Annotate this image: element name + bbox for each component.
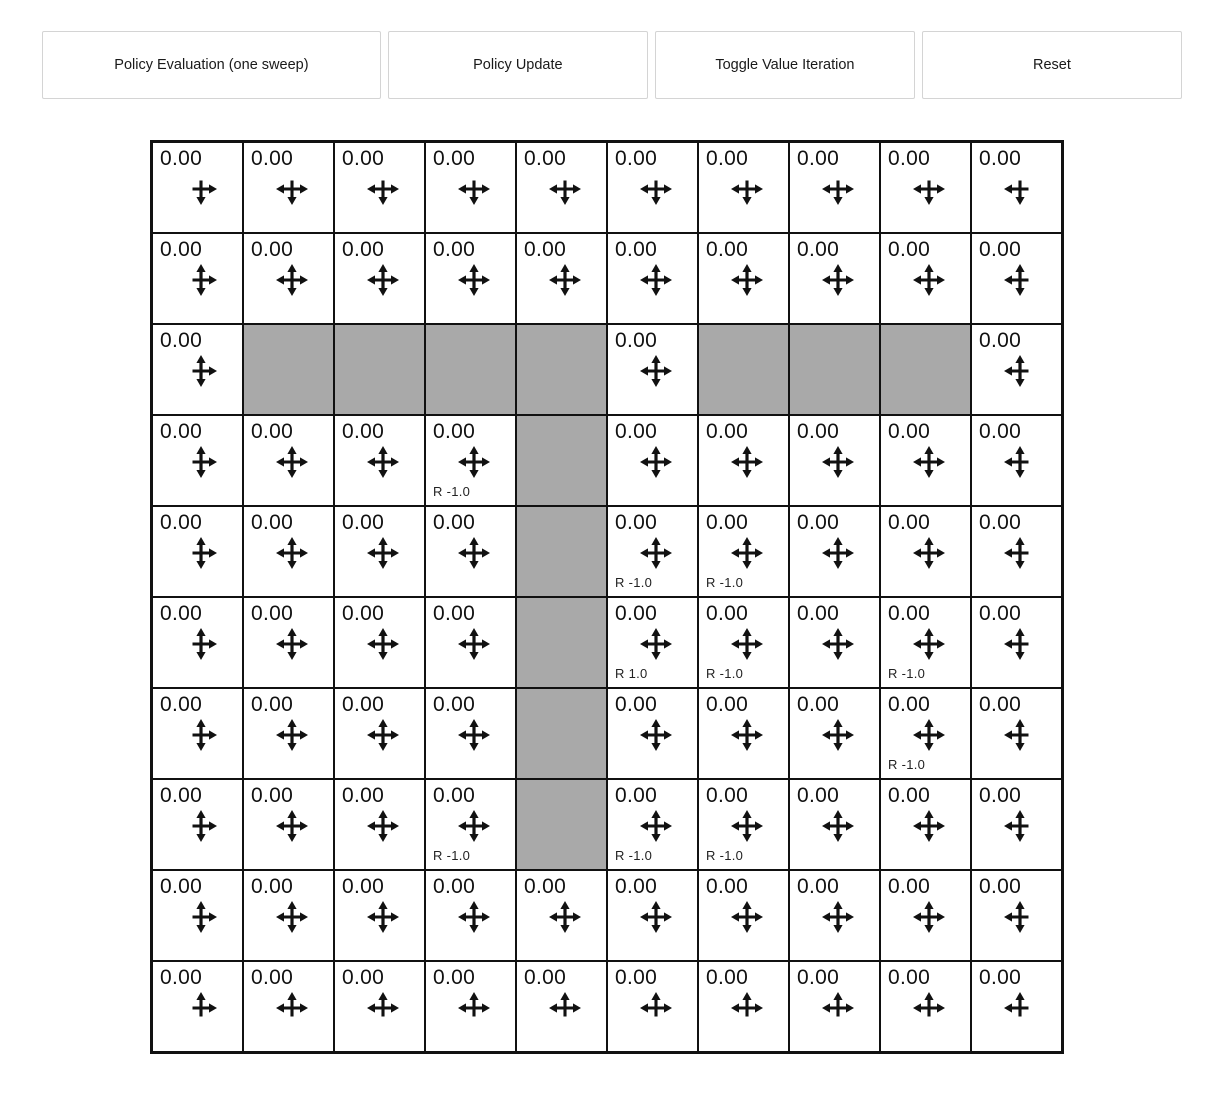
cell-value: 0.00 <box>706 784 749 807</box>
cell-value: 0.00 <box>433 238 476 261</box>
wall-cell <box>880 324 971 415</box>
grid-cell[interactable] <box>698 870 789 961</box>
policy-arrow-icon <box>818 988 858 1028</box>
grid-cell[interactable] <box>334 870 425 961</box>
grid-cell[interactable] <box>152 597 243 688</box>
policy-arrow-icon <box>1000 351 1040 391</box>
cell-value: 0.00 <box>615 147 658 170</box>
grid-cell[interactable] <box>243 961 334 1052</box>
cell-value: 0.00 <box>342 238 385 261</box>
cell-value: 0.00 <box>160 511 203 534</box>
cell-value: 0.00 <box>615 329 658 352</box>
policy-arrow-icon <box>363 533 403 573</box>
cell-value: 0.00 <box>888 147 931 170</box>
policy-arrow-icon <box>1000 624 1040 664</box>
cell-value: 0.00 <box>251 784 294 807</box>
cell-value: 0.00 <box>433 602 476 625</box>
cell-value: 0.00 <box>888 784 931 807</box>
grid-cell[interactable] <box>243 142 334 233</box>
policy-arrow-icon <box>181 260 221 300</box>
cell-value: 0.00 <box>797 238 840 261</box>
policy-arrow-icon <box>636 169 676 209</box>
policy-arrow-icon <box>636 442 676 482</box>
grid-cell[interactable] <box>971 779 1062 870</box>
grid-cell[interactable] <box>425 142 516 233</box>
grid-cell[interactable] <box>698 597 789 688</box>
policy-arrow-icon <box>454 715 494 755</box>
cell-value: 0.00 <box>160 602 203 625</box>
policy-arrow-icon <box>636 260 676 300</box>
cell-value: 0.00 <box>342 966 385 989</box>
grid-cell[interactable] <box>789 961 880 1052</box>
grid-cell[interactable] <box>880 506 971 597</box>
cell-value: 0.00 <box>706 238 749 261</box>
policy-arrow-icon <box>363 988 403 1028</box>
grid-cell[interactable] <box>425 415 516 506</box>
cell-value: 0.00 <box>979 420 1022 443</box>
grid-cell[interactable] <box>334 233 425 324</box>
cell-reward-label: R -1.0 <box>888 757 926 772</box>
policy-arrow-icon <box>545 260 585 300</box>
grid-cell[interactable] <box>425 597 516 688</box>
grid-cell[interactable] <box>425 233 516 324</box>
cell-value: 0.00 <box>979 693 1022 716</box>
policy-evaluation-button[interactable]: Policy Evaluation (one sweep) <box>42 31 381 99</box>
grid-cell[interactable] <box>789 506 880 597</box>
grid-cell[interactable] <box>243 415 334 506</box>
policy-arrow-icon <box>909 806 949 846</box>
policy-arrow-icon <box>1000 533 1040 573</box>
gridworld-board <box>150 140 1064 1054</box>
policy-arrow-icon <box>636 715 676 755</box>
grid-cell[interactable] <box>334 688 425 779</box>
policy-arrow-icon <box>727 806 767 846</box>
policy-arrow-icon <box>909 442 949 482</box>
cell-value: 0.00 <box>433 420 476 443</box>
cell-value: 0.00 <box>706 511 749 534</box>
policy-arrow-icon <box>454 624 494 664</box>
wall-cell <box>516 324 607 415</box>
grid-cell[interactable] <box>516 233 607 324</box>
grid-cell[interactable] <box>698 142 789 233</box>
cell-value: 0.00 <box>979 147 1022 170</box>
cell-value: 0.00 <box>888 238 931 261</box>
cell-value: 0.00 <box>706 875 749 898</box>
policy-arrow-icon <box>909 260 949 300</box>
policy-arrow-icon <box>181 806 221 846</box>
policy-arrow-icon <box>272 442 312 482</box>
policy-arrow-icon <box>272 988 312 1028</box>
grid-cell[interactable] <box>607 142 698 233</box>
grid-cell[interactable] <box>152 415 243 506</box>
policy-arrow-icon <box>181 533 221 573</box>
grid-cell[interactable] <box>607 961 698 1052</box>
cell-value: 0.00 <box>979 329 1022 352</box>
cell-value: 0.00 <box>706 966 749 989</box>
cell-value: 0.00 <box>342 784 385 807</box>
grid-cell[interactable] <box>425 688 516 779</box>
policy-arrow-icon <box>727 442 767 482</box>
policy-arrow-icon <box>1000 806 1040 846</box>
cell-value: 0.00 <box>888 693 931 716</box>
policy-arrow-icon <box>818 624 858 664</box>
grid-cell[interactable] <box>243 779 334 870</box>
policy-arrow-icon <box>181 715 221 755</box>
cell-value: 0.00 <box>160 693 203 716</box>
policy-arrow-icon <box>545 169 585 209</box>
cell-value: 0.00 <box>160 875 203 898</box>
policy-arrow-icon <box>181 897 221 937</box>
grid-cell[interactable] <box>880 142 971 233</box>
policy-arrow-icon <box>636 624 676 664</box>
cell-value: 0.00 <box>706 602 749 625</box>
policy-arrow-icon <box>727 169 767 209</box>
grid-cell[interactable] <box>971 870 1062 961</box>
cell-value: 0.00 <box>160 784 203 807</box>
policy-arrow-icon <box>727 715 767 755</box>
grid-cell[interactable] <box>880 597 971 688</box>
cell-value: 0.00 <box>797 511 840 534</box>
grid-cell[interactable] <box>334 415 425 506</box>
grid-cell[interactable] <box>425 506 516 597</box>
cell-value: 0.00 <box>433 966 476 989</box>
grid-cell[interactable] <box>607 870 698 961</box>
policy-arrow-icon <box>1000 897 1040 937</box>
cell-value: 0.00 <box>615 875 658 898</box>
grid-cell[interactable] <box>789 415 880 506</box>
policy-arrow-icon <box>636 897 676 937</box>
grid-cell[interactable] <box>152 233 243 324</box>
wall-cell <box>243 324 334 415</box>
policy-arrow-icon <box>1000 169 1040 209</box>
cell-value: 0.00 <box>797 147 840 170</box>
cell-reward-label: R -1.0 <box>615 575 653 590</box>
cell-value: 0.00 <box>979 784 1022 807</box>
cell-reward-label: R -1.0 <box>615 848 653 863</box>
cell-value: 0.00 <box>251 602 294 625</box>
grid-cell[interactable] <box>334 597 425 688</box>
policy-arrow-icon <box>272 715 312 755</box>
grid-cell[interactable] <box>152 870 243 961</box>
wall-cell <box>334 324 425 415</box>
policy-arrow-icon <box>909 988 949 1028</box>
grid-cell[interactable] <box>607 233 698 324</box>
cell-value: 0.00 <box>615 238 658 261</box>
cell-reward-label: R -1.0 <box>706 575 744 590</box>
policy-arrow-icon <box>818 715 858 755</box>
policy-arrow-icon <box>272 260 312 300</box>
policy-arrow-icon <box>181 351 221 391</box>
grid-cell[interactable] <box>971 961 1062 1052</box>
grid-cell[interactable] <box>425 870 516 961</box>
cell-reward-label: R -1.0 <box>706 848 744 863</box>
grid-cell[interactable] <box>698 506 789 597</box>
grid-cell[interactable] <box>334 961 425 1052</box>
policy-arrow-icon <box>454 533 494 573</box>
grid-cell[interactable] <box>698 961 789 1052</box>
cell-value: 0.00 <box>342 602 385 625</box>
grid-cell[interactable] <box>243 597 334 688</box>
cell-value: 0.00 <box>797 875 840 898</box>
policy-arrow-icon <box>636 351 676 391</box>
policy-arrow-icon <box>363 169 403 209</box>
cell-value: 0.00 <box>251 875 294 898</box>
policy-arrow-icon <box>636 988 676 1028</box>
grid-cell[interactable] <box>607 506 698 597</box>
cell-value: 0.00 <box>433 147 476 170</box>
cell-value: 0.00 <box>615 602 658 625</box>
grid-cell[interactable] <box>425 779 516 870</box>
cell-value: 0.00 <box>433 875 476 898</box>
policy-arrow-icon <box>454 169 494 209</box>
policy-arrow-icon <box>818 897 858 937</box>
wall-cell <box>516 779 607 870</box>
cell-value: 0.00 <box>342 420 385 443</box>
grid-cell[interactable] <box>334 142 425 233</box>
grid-cell[interactable] <box>607 415 698 506</box>
cell-value: 0.00 <box>979 875 1022 898</box>
grid-cell[interactable] <box>516 870 607 961</box>
grid-cell[interactable] <box>971 688 1062 779</box>
cell-value: 0.00 <box>160 966 203 989</box>
cell-value: 0.00 <box>160 147 203 170</box>
cell-value: 0.00 <box>979 511 1022 534</box>
cell-value: 0.00 <box>888 875 931 898</box>
policy-arrow-icon <box>727 897 767 937</box>
policy-arrow-icon <box>727 624 767 664</box>
grid-cell[interactable] <box>334 779 425 870</box>
cell-value: 0.00 <box>797 602 840 625</box>
cell-value: 0.00 <box>251 420 294 443</box>
cell-value: 0.00 <box>797 693 840 716</box>
wall-cell <box>789 324 880 415</box>
policy-arrow-icon <box>818 442 858 482</box>
policy-arrow-icon <box>909 624 949 664</box>
policy-arrow-icon <box>1000 715 1040 755</box>
policy-arrow-icon <box>363 715 403 755</box>
grid-cell[interactable] <box>698 688 789 779</box>
policy-arrow-icon <box>454 260 494 300</box>
cell-value: 0.00 <box>615 693 658 716</box>
cell-value: 0.00 <box>160 329 203 352</box>
policy-arrow-icon <box>181 988 221 1028</box>
cell-value: 0.00 <box>251 238 294 261</box>
policy-arrow-icon <box>272 897 312 937</box>
wall-cell <box>425 324 516 415</box>
grid-cell[interactable] <box>516 142 607 233</box>
grid-cell[interactable] <box>607 324 698 415</box>
policy-arrow-icon <box>1000 260 1040 300</box>
policy-update-button[interactable]: Policy Update <box>388 31 648 99</box>
policy-arrow-icon <box>181 169 221 209</box>
grid-cell[interactable] <box>698 233 789 324</box>
grid-cell[interactable] <box>789 142 880 233</box>
policy-arrow-icon <box>818 169 858 209</box>
policy-arrow-icon <box>363 442 403 482</box>
policy-arrow-icon <box>636 806 676 846</box>
cell-value: 0.00 <box>615 420 658 443</box>
policy-arrow-icon <box>363 806 403 846</box>
toggle-value-iteration-button[interactable]: Toggle Value Iteration <box>655 31 915 99</box>
grid-cell[interactable] <box>243 233 334 324</box>
wall-cell <box>516 597 607 688</box>
wall-cell <box>516 506 607 597</box>
cell-value: 0.00 <box>524 875 567 898</box>
wall-cell <box>516 688 607 779</box>
cell-value: 0.00 <box>342 875 385 898</box>
grid-cell[interactable] <box>789 688 880 779</box>
cell-value: 0.00 <box>251 693 294 716</box>
policy-arrow-icon <box>636 533 676 573</box>
policy-arrow-icon <box>818 260 858 300</box>
cell-value: 0.00 <box>888 966 931 989</box>
policy-arrow-icon <box>363 897 403 937</box>
policy-arrow-icon <box>909 897 949 937</box>
policy-arrow-icon <box>545 988 585 1028</box>
policy-arrow-icon <box>272 533 312 573</box>
grid-cell[interactable] <box>152 779 243 870</box>
grid-cell[interactable] <box>607 688 698 779</box>
cell-value: 0.00 <box>797 420 840 443</box>
cell-value: 0.00 <box>524 147 567 170</box>
grid-cell[interactable] <box>880 233 971 324</box>
cell-reward-label: R -1.0 <box>888 666 926 681</box>
grid-cell[interactable] <box>607 597 698 688</box>
policy-arrow-icon <box>727 260 767 300</box>
cell-value: 0.00 <box>524 966 567 989</box>
policy-arrow-icon <box>545 897 585 937</box>
policy-arrow-icon <box>1000 442 1040 482</box>
policy-arrow-icon <box>727 533 767 573</box>
cell-reward-label: R -1.0 <box>433 848 471 863</box>
grid-cell[interactable] <box>698 779 789 870</box>
cell-value: 0.00 <box>706 420 749 443</box>
grid-cell[interactable] <box>971 142 1062 233</box>
grid-cell[interactable] <box>243 506 334 597</box>
grid-cell[interactable] <box>425 961 516 1052</box>
cell-value: 0.00 <box>888 511 931 534</box>
policy-arrow-icon <box>454 806 494 846</box>
policy-arrow-icon <box>909 169 949 209</box>
cell-value: 0.00 <box>888 602 931 625</box>
toolbar <box>42 31 1182 99</box>
grid-cell[interactable] <box>243 688 334 779</box>
cell-value: 0.00 <box>615 966 658 989</box>
policy-arrow-icon <box>727 988 767 1028</box>
grid-cell[interactable] <box>152 324 243 415</box>
grid-cell[interactable] <box>971 506 1062 597</box>
grid-cell[interactable] <box>971 324 1062 415</box>
wall-cell <box>698 324 789 415</box>
grid-cell[interactable] <box>607 779 698 870</box>
grid-cell[interactable] <box>334 506 425 597</box>
cell-value: 0.00 <box>615 784 658 807</box>
cell-value: 0.00 <box>433 511 476 534</box>
cell-value: 0.00 <box>706 147 749 170</box>
cell-value: 0.00 <box>251 966 294 989</box>
grid-cell[interactable] <box>880 415 971 506</box>
grid-cell[interactable] <box>880 779 971 870</box>
policy-arrow-icon <box>272 624 312 664</box>
cell-value: 0.00 <box>615 511 658 534</box>
grid-cell[interactable] <box>971 233 1062 324</box>
cell-value: 0.00 <box>797 966 840 989</box>
policy-arrow-icon <box>272 806 312 846</box>
policy-arrow-icon <box>181 624 221 664</box>
cell-reward-label: R 1.0 <box>615 666 648 681</box>
grid-cell[interactable] <box>516 961 607 1052</box>
grid-cell[interactable] <box>789 779 880 870</box>
cell-value: 0.00 <box>342 147 385 170</box>
cell-value: 0.00 <box>251 147 294 170</box>
cell-value: 0.00 <box>797 784 840 807</box>
cell-reward-label: R -1.0 <box>706 666 744 681</box>
cell-value: 0.00 <box>433 693 476 716</box>
policy-arrow-icon <box>272 169 312 209</box>
grid-cell[interactable] <box>880 870 971 961</box>
cell-value: 0.00 <box>160 420 203 443</box>
policy-arrow-icon <box>1000 988 1040 1028</box>
cell-value: 0.00 <box>524 238 567 261</box>
grid-cell[interactable] <box>152 142 243 233</box>
policy-arrow-icon <box>818 533 858 573</box>
policy-arrow-icon <box>454 442 494 482</box>
grid-cell[interactable] <box>789 870 880 961</box>
policy-arrow-icon <box>363 624 403 664</box>
cell-value: 0.00 <box>979 238 1022 261</box>
cell-value: 0.00 <box>433 784 476 807</box>
grid-cell[interactable] <box>880 961 971 1052</box>
grid-cell[interactable] <box>789 233 880 324</box>
grid-cell[interactable] <box>880 688 971 779</box>
cell-value: 0.00 <box>160 238 203 261</box>
grid-cell[interactable] <box>152 688 243 779</box>
cell-value: 0.00 <box>706 693 749 716</box>
policy-arrow-icon <box>909 533 949 573</box>
cell-value: 0.00 <box>342 511 385 534</box>
policy-arrow-icon <box>454 988 494 1028</box>
policy-arrow-icon <box>181 442 221 482</box>
cell-value: 0.00 <box>342 693 385 716</box>
reset-button[interactable]: Reset <box>922 31 1182 99</box>
grid-cell[interactable] <box>152 506 243 597</box>
wall-cell <box>516 415 607 506</box>
cell-value: 0.00 <box>979 966 1022 989</box>
cell-reward-label: R -1.0 <box>433 484 471 499</box>
grid-cell[interactable] <box>243 870 334 961</box>
policy-arrow-icon <box>909 715 949 755</box>
grid-cell[interactable] <box>971 597 1062 688</box>
grid-cell[interactable] <box>152 961 243 1052</box>
cell-value: 0.00 <box>251 511 294 534</box>
grid-cell[interactable] <box>971 415 1062 506</box>
policy-arrow-icon <box>818 806 858 846</box>
policy-arrow-icon <box>363 260 403 300</box>
cell-value: 0.00 <box>979 602 1022 625</box>
cell-value: 0.00 <box>888 420 931 443</box>
grid-cell[interactable] <box>789 597 880 688</box>
policy-arrow-icon <box>454 897 494 937</box>
grid-cell[interactable] <box>698 415 789 506</box>
